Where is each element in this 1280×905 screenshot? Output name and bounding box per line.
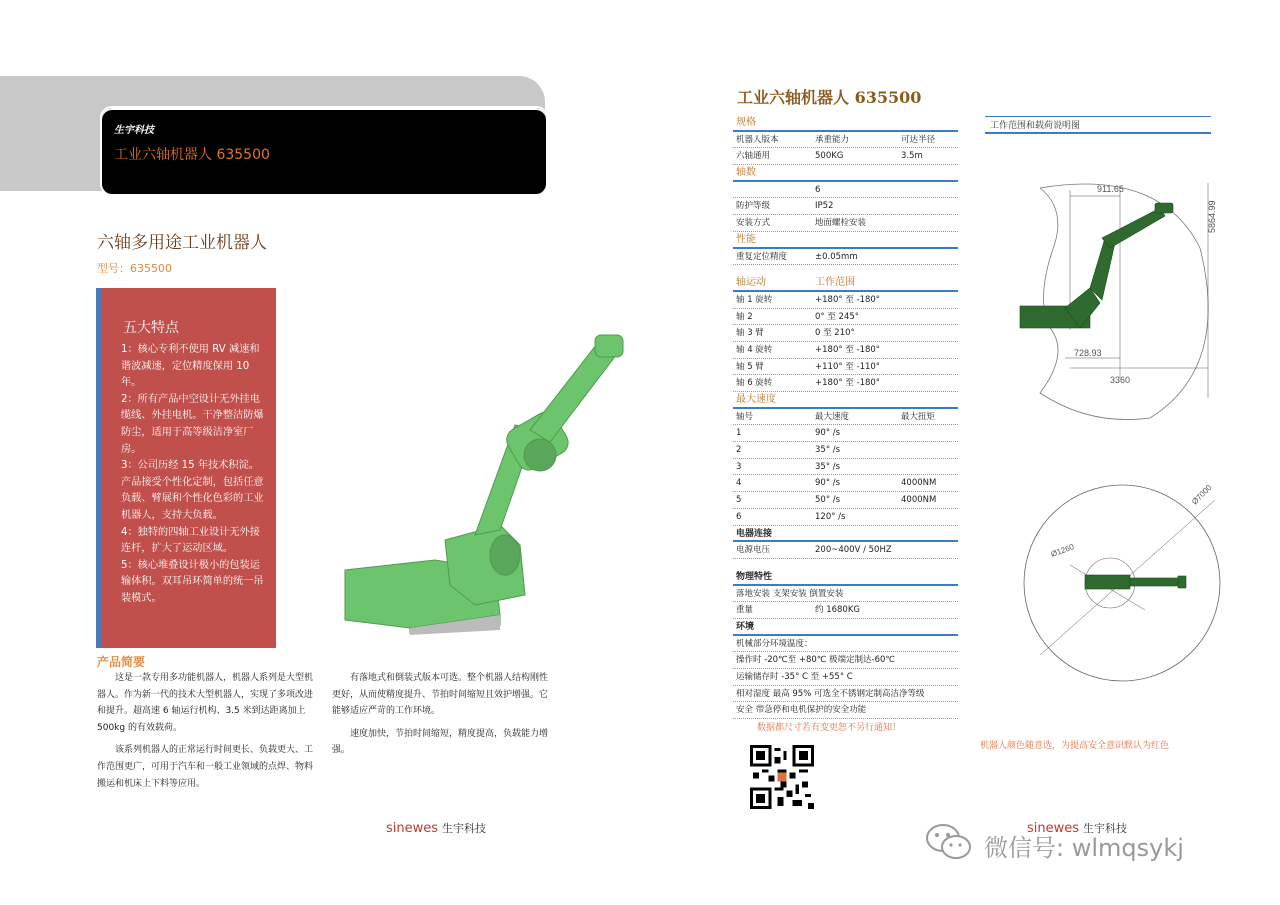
- feature-item: 4：独特的四轴工业设计无外接连杆，扩大了运动区域。: [121, 526, 260, 555]
- watermark-text: 微信号: wlmqsykj: [984, 834, 1184, 862]
- spec-section-header: [733, 569, 958, 586]
- spec-cell: 轴运动: [736, 277, 766, 289]
- dim-label: 5864.99: [1207, 200, 1217, 233]
- spec-cell: 6: [815, 184, 821, 195]
- spec-cell: 电器连接: [736, 528, 773, 539]
- spec-section-header: [733, 115, 958, 132]
- features-title: 五大特点: [123, 320, 179, 336]
- spec-row: [733, 652, 958, 669]
- feature-item: 1：核心专利不使用 RV 减速和谐波减速，定位精度保用 10 年。: [121, 344, 260, 389]
- spec-section-header: [733, 165, 958, 182]
- spec-row: [733, 636, 958, 653]
- spec-cell: 运输储存时 -35° C 至 +55° C: [736, 672, 853, 682]
- spec-section-header: [733, 275, 958, 292]
- spec-row: [733, 586, 958, 603]
- spec-cell: 安全 带急停和电机保护的安全功能: [736, 705, 867, 716]
- spec-cell: 承重能力: [815, 134, 850, 145]
- spec-cell: 轴 3 臂: [736, 328, 764, 339]
- dim-label: 911.65: [1097, 184, 1124, 194]
- intro-paragraph: 该系列机器人的正常运行时间更长、负载更大、工作范围更广，可用于汽车和一般工业领域的点焊、物料搬运和机床上下料等应用。: [97, 745, 314, 789]
- spec-cell: 相对湿度 最高 95% 可选全不锈钢定制高洁净等级: [736, 688, 925, 699]
- spec-row: [733, 425, 958, 442]
- work-range-top-view: [1010, 475, 1235, 695]
- spec-cell: ±0.05mm: [815, 251, 858, 262]
- spec-note: 数据都尺寸若有变更恕不另行通知！: [757, 723, 902, 733]
- wechat-icon: [925, 822, 973, 862]
- spec-cell: 轴 6 旋转: [736, 378, 773, 389]
- intro-title: 产品简要: [97, 655, 146, 669]
- spec-cell: 机器人版本: [736, 134, 779, 145]
- spec-cell: 5: [736, 495, 742, 506]
- spec-cell: 约 1680KG: [815, 605, 860, 616]
- spec-section-header: [733, 619, 958, 636]
- spec-cell: 安装方式: [736, 218, 771, 229]
- spec-row: [733, 132, 958, 149]
- spec-row: [733, 509, 958, 526]
- spec-cell: 1: [736, 428, 742, 439]
- spec-cell: 工作范围: [815, 277, 855, 289]
- spec-cell: 35° /s: [815, 461, 841, 472]
- spec-cell: 4000NM: [901, 495, 937, 506]
- spec-cell: 最大速度: [736, 394, 776, 405]
- spec-row: [733, 342, 958, 359]
- feature-item: 3：公司历经 15 年技术积淀。产品接受个性化定制，包括任意负载、臂展和个性化色彩的工业机器人，支持大负载。: [121, 460, 264, 521]
- spec-title: 工业六轴机器人 635500: [737, 88, 922, 107]
- spec-cell: 120° /s: [815, 511, 846, 522]
- dim-label: Ø1260: [1049, 542, 1076, 559]
- brand-name-cn: 生宇科技: [1083, 822, 1128, 835]
- banner-title: 工业六轴机器人 635500: [114, 147, 270, 163]
- spec-table: [733, 115, 958, 719]
- spec-cell: 6: [736, 511, 742, 522]
- spec-cell: 0 至 210°: [815, 328, 855, 339]
- spec-cell: 4000NM: [901, 478, 937, 489]
- spec-cell: 环境: [736, 621, 755, 632]
- spec-cell: 90° /s: [815, 478, 841, 489]
- dim-label: Ø7000: [1190, 483, 1214, 507]
- spec-spacer: [733, 265, 958, 275]
- spec-cell: 可达半径: [901, 134, 936, 145]
- spec-cell: 0° 至 245°: [815, 311, 860, 322]
- qr-code: [750, 745, 814, 809]
- spec-row: [733, 325, 958, 342]
- spec-row: [733, 198, 958, 215]
- robot-illustration: [335, 330, 640, 635]
- spec-cell: +110° 至 -110°: [815, 361, 881, 372]
- spec-cell: 4: [736, 478, 742, 489]
- brand-name-cn: 生宇科技: [442, 822, 487, 835]
- spec-row: [733, 686, 958, 703]
- spec-cell: 最大速度: [815, 411, 850, 422]
- footer-brand-left: [386, 820, 486, 836]
- intro-column-2: [332, 670, 552, 765]
- spec-section-header: [733, 232, 958, 249]
- spec-cell: 轴数: [736, 167, 756, 179]
- spec-cell: +180° 至 -180°: [815, 294, 881, 305]
- spec-row: [733, 602, 958, 619]
- spec-cell: 操作时 -20℃至 +80℃ 极端定制达-60℃: [736, 655, 895, 666]
- spec-cell: 轴 2: [736, 311, 753, 322]
- spec-row: [733, 409, 958, 426]
- spec-cell: 90° /s: [815, 428, 841, 439]
- page-subtitle: 六轴多用途工业机器人: [97, 233, 267, 253]
- dim-label: 728.93: [1074, 348, 1102, 358]
- feature-item: 5：核心堆叠设计极小的包装运输体积。双耳吊环简单的统一吊装模式。: [121, 559, 264, 604]
- spec-row: [733, 475, 958, 492]
- model-number: 型号：635500: [97, 262, 172, 275]
- spec-cell: 机械部分环境温度：: [736, 638, 813, 649]
- intro-paragraph: 有落地式和倒装式版本可选。整个机器人结构刚性更好，从而使精度提升、节拍时间缩短且效护增强。它能够适应严苛的工作环境。: [332, 673, 549, 717]
- spec-cell: 轴号: [736, 411, 754, 422]
- spec-row: [733, 702, 958, 719]
- spec-cell: 电源电压: [736, 545, 771, 556]
- intro-column-1: [97, 670, 319, 798]
- spec-cell: 性能: [736, 233, 756, 245]
- spec-row: [733, 542, 958, 559]
- spec-cell: +180° 至 -180°: [815, 344, 881, 355]
- spec-cell: 2: [736, 445, 742, 456]
- spec-cell: 轴 5 臂: [736, 361, 764, 372]
- spec-row: [733, 669, 958, 686]
- work-range-side-view: [1010, 168, 1230, 428]
- brand-name-en: sinewes: [1027, 821, 1080, 836]
- spec-cell: 重复定位精度: [736, 251, 788, 262]
- features-list: [121, 342, 269, 608]
- spec-cell: 落地安装 支架安装 倒置安装: [736, 588, 844, 599]
- spec-cell: +180° 至 -180°: [815, 378, 881, 389]
- spec-row: [733, 375, 958, 392]
- spec-row: [733, 148, 958, 165]
- spec-cell: 轴 4 旋转: [736, 344, 773, 355]
- spec-cell: 规格: [736, 117, 756, 128]
- spec-cell: 500KG: [815, 151, 844, 162]
- spec-cell: 3.5m: [901, 151, 923, 162]
- intro-paragraph: 速度加快，节拍时间缩短，精度提高，负载能力增强。: [332, 728, 549, 756]
- spec-row: [733, 359, 958, 376]
- spec-cell: 轴 1 旋转: [736, 294, 773, 305]
- diagram-caption: 工作范围和载荷说明图: [985, 116, 1211, 134]
- feature-item: 2：所有产品中空设计无外挂电缆线、外挂电机。干净整洁防爆防尘，适用于高等级洁净室厂房。: [121, 393, 264, 455]
- spec-cell: 200~400V / 50HZ: [815, 545, 892, 556]
- spec-row: [733, 249, 958, 266]
- diagram-note: 机器人颜色随意选，为提高安全意识默认为红色: [980, 741, 1170, 751]
- spec-cell: 地面螺栓安装: [815, 218, 867, 229]
- spec-section-header: [733, 392, 958, 409]
- spec-row: [733, 309, 958, 326]
- spec-cell: IP52: [815, 201, 834, 212]
- spec-row: [733, 292, 958, 309]
- spec-cell: 3: [736, 461, 742, 472]
- spec-row: [733, 215, 958, 232]
- spec-cell: 防护等级: [736, 201, 771, 212]
- spec-cell: 六轴通用: [736, 151, 771, 162]
- spec-cell: 50° /s: [815, 495, 841, 506]
- spec-cell: 重量: [736, 605, 754, 616]
- spec-spacer: [733, 559, 958, 569]
- spec-row: [733, 492, 958, 509]
- brand-name-en: sinewes: [386, 821, 439, 836]
- spec-row: [733, 182, 958, 199]
- spec-cell: 最大扭矩: [901, 411, 936, 422]
- spec-row: [733, 442, 958, 459]
- spec-row: [733, 459, 958, 476]
- spec-section-header: [733, 526, 958, 543]
- spec-cell: 物理特性: [736, 571, 773, 582]
- spec-cell: 35° /s: [815, 445, 841, 456]
- intro-paragraph: 这是一款专用多功能机器人，机器人系列是大型机器人。作为新一代的技术大型机器人，实现了多项改进和提升。超高速 6 轴运行机构、3.5 米到达距离加上 500kg 的有效载荷。: [97, 673, 314, 733]
- dim-label: 3360: [1110, 375, 1131, 385]
- brand-small: 生宇科技: [114, 125, 154, 136]
